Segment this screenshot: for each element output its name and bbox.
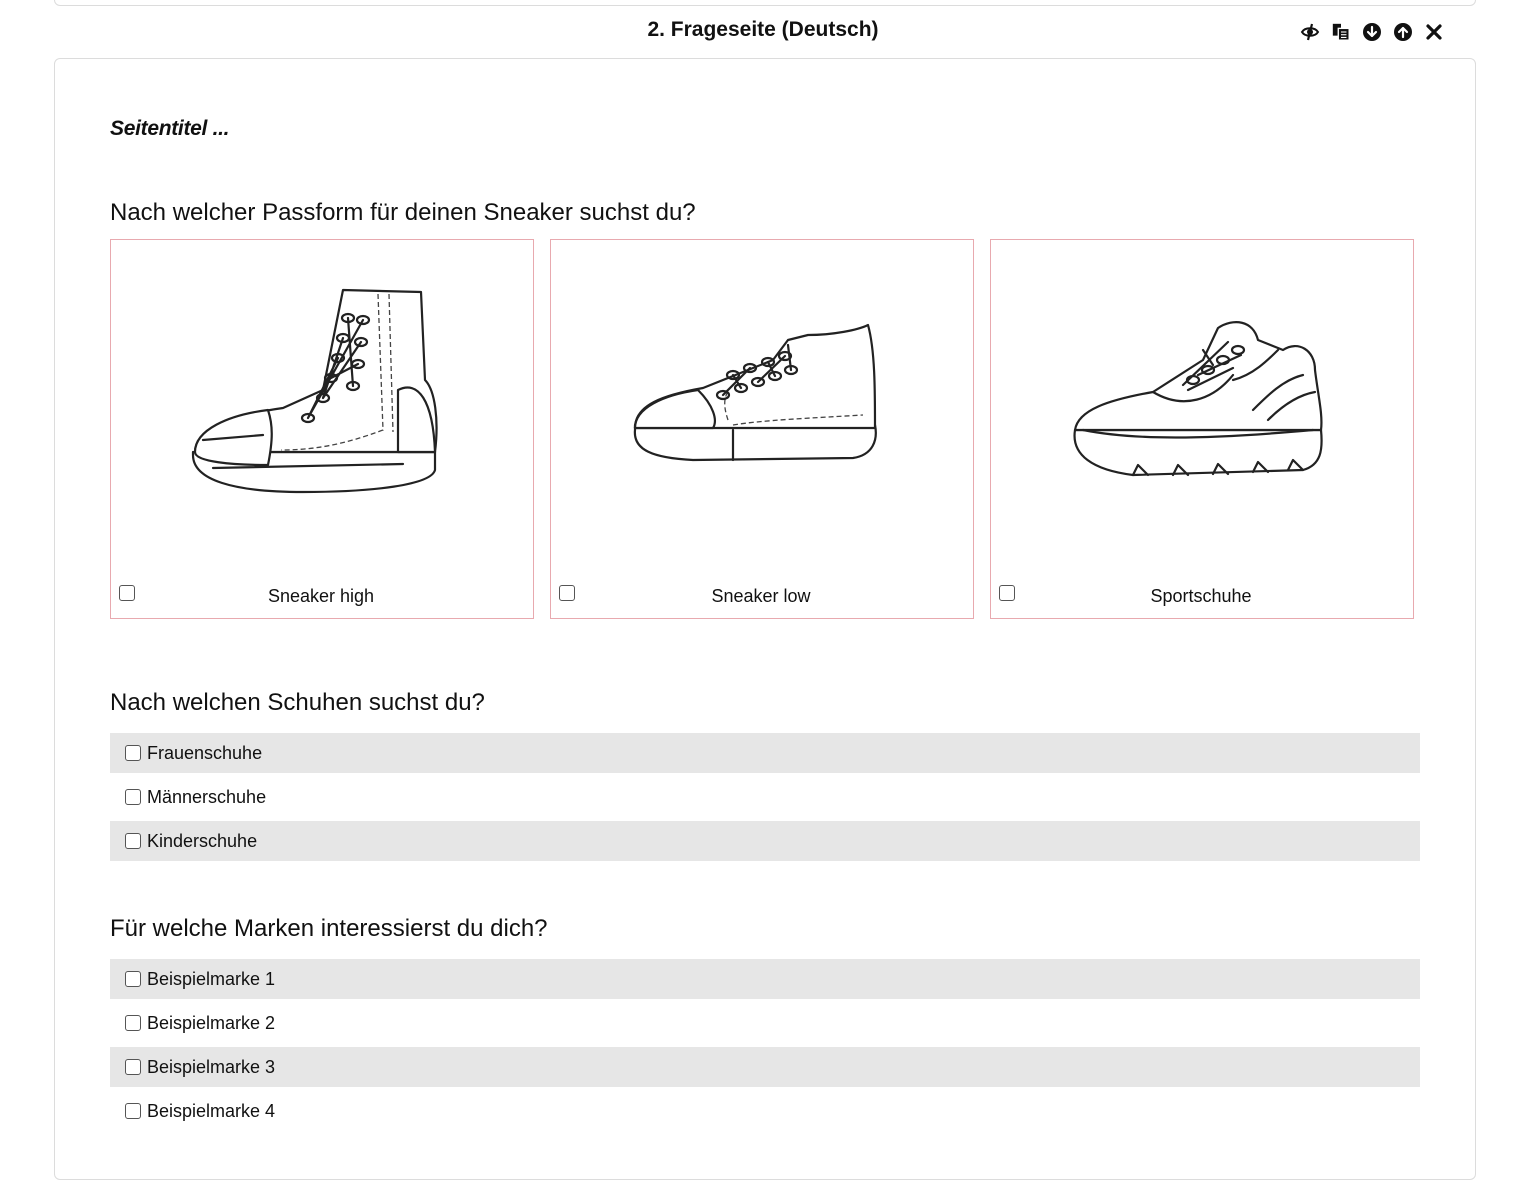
copy-icon: [1331, 22, 1351, 42]
option-label: Männerschuhe: [147, 786, 267, 807]
visibility-toggle-button[interactable]: [1300, 22, 1320, 42]
option-label-sportschuhe: Sportschuhe: [1150, 586, 1252, 606]
checkbox[interactable]: [125, 833, 141, 849]
list-item[interactable]: [110, 733, 1420, 773]
option-label-sneaker-high: Sneaker high: [267, 586, 375, 606]
previous-page-card-edge: [54, 0, 1476, 6]
checkbox[interactable]: [125, 971, 141, 987]
option-label: Frauenschuhe: [147, 742, 263, 763]
copy-page-button[interactable]: [1331, 22, 1351, 42]
shoes-checkbox-list: [110, 733, 1420, 865]
checkbox[interactable]: [125, 1015, 141, 1031]
arrow-circle-up-icon: [1393, 22, 1413, 42]
checkbox[interactable]: [125, 1059, 141, 1075]
brands-checkbox-list: [110, 959, 1420, 1135]
high-top-sneaker-image: [173, 280, 473, 520]
page-header: [0, 14, 1536, 52]
list-item[interactable]: [110, 959, 1420, 999]
image-option-sneaker-high[interactable]: [110, 239, 534, 619]
question-shoes-text: Nach welchen Schuhen suchst du?: [110, 689, 485, 716]
list-item[interactable]: [110, 1091, 1420, 1131]
question-brands-text: Für welche Marken interessierst du dich?: [110, 915, 548, 942]
delete-page-button[interactable]: [1424, 22, 1444, 42]
image-choice-group: [110, 239, 1420, 621]
checkbox[interactable]: [125, 1103, 141, 1119]
image-option-sportschuhe[interactable]: [990, 239, 1414, 619]
low-top-sneaker-image: [613, 280, 913, 520]
image-option-sneaker-low[interactable]: [550, 239, 974, 619]
eye-slash-icon: [1300, 22, 1320, 42]
question-fit-text: Nach welcher Passform für deinen Sneaker suchst du?: [110, 199, 696, 226]
move-up-button[interactable]: [1393, 22, 1413, 42]
checkbox[interactable]: [125, 745, 141, 761]
list-item[interactable]: [110, 821, 1420, 861]
list-item[interactable]: [110, 1047, 1420, 1087]
arrow-circle-down-icon: [1362, 22, 1382, 42]
sport-shoe-image: [1053, 280, 1353, 520]
option-label: Beispielmarke 2: [147, 1012, 276, 1033]
option-label: Beispielmarke 1: [147, 968, 276, 989]
option-label: Beispielmarke 4: [147, 1100, 276, 1121]
checkbox[interactable]: [125, 789, 141, 805]
page-toolbar: [1300, 20, 1444, 44]
question-page-card: [54, 58, 1476, 1180]
page-header-title: 2. Frageseite (Deutsch): [647, 18, 879, 41]
close-icon: [1425, 23, 1443, 41]
option-label-sneaker-low: Sneaker low: [711, 586, 811, 606]
list-item[interactable]: [110, 1003, 1420, 1043]
option-label: Beispielmarke 3: [147, 1056, 276, 1077]
page-title[interactable]: Seitentitel ...: [110, 117, 230, 140]
move-down-button[interactable]: [1362, 22, 1382, 42]
list-item[interactable]: [110, 777, 1420, 817]
option-label: Kinderschuhe: [147, 830, 258, 851]
